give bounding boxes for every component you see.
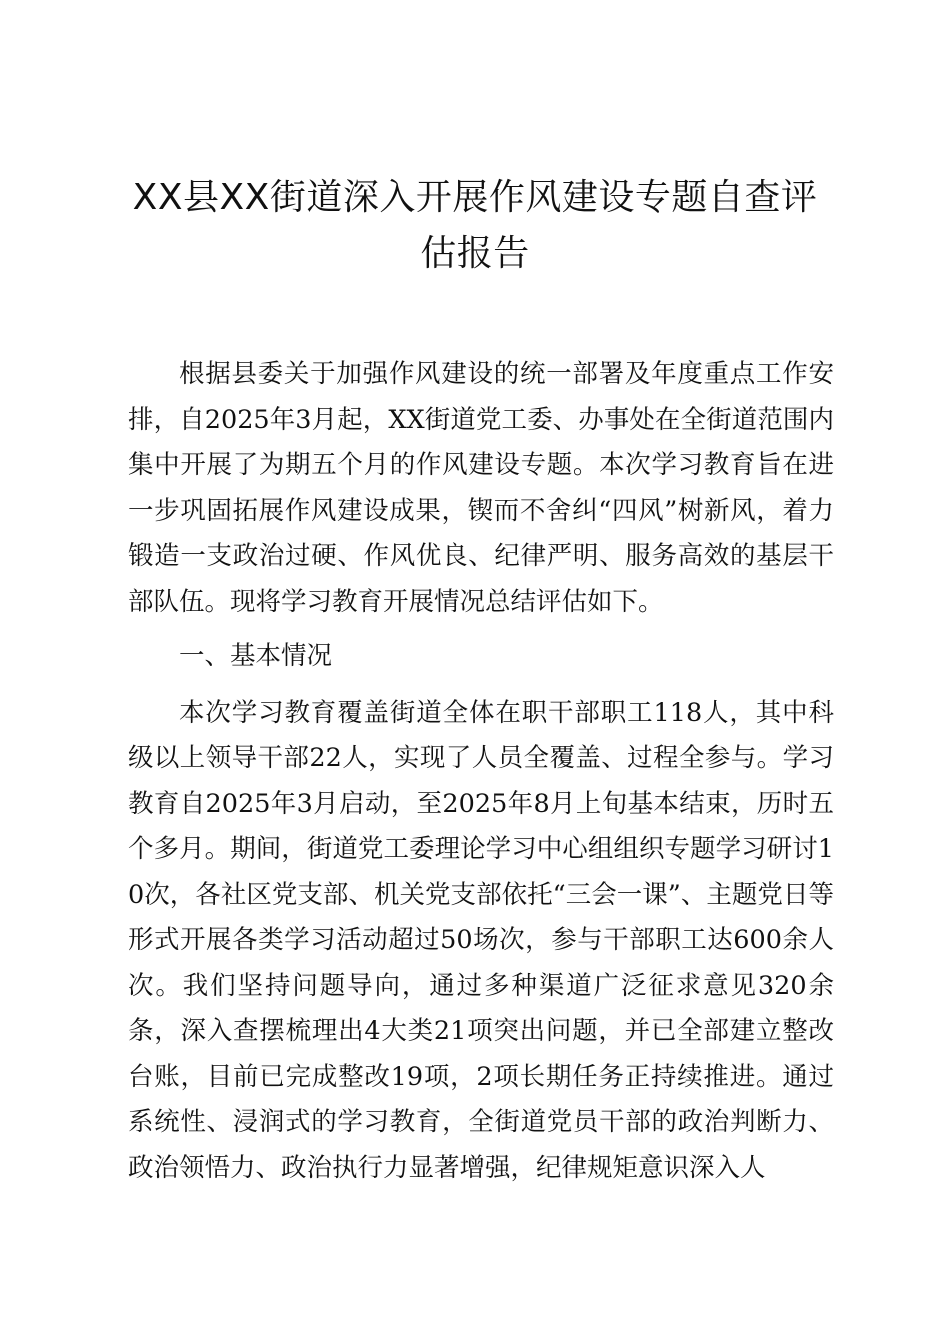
basic-situation-paragraph: 本次学习教育覆盖街道全体在职干部职工118人，其中科级以上领导干部22人，实现了人员全覆盖、过程全参与。学习教育自2025年3月启动，至2025年8月上旬基本结束，历时五个多月。期间，街道党工委理论学习中心组组织专题学习研讨10次，各社区党支部、机关党支部依托“三会一课”、主题党日等形式开展各类学习活动超过50场次，参与干部职工达600余人次。我们坚持问题导向，通过多种渠道广泛征求意见320余条，深入查摆梳理出4大类21项突出问题，并已全部建立整改台账，目前已完成整改19项，2项长期任务正持续推进。通过系统性、浸润式的学习教育，全街道党员干部的政治判断力、政治领悟力、政治执行力显著增强，纪律规矩意识深入人 xyxy=(128,697,834,1183)
title-line-1: XX县XX街道深入开展作风建设专题自查评 xyxy=(132,177,818,218)
intro-paragraph: 根据县委关于加强作风建设的统一部署及年度重点工作安排，自2025年3月起，XX街道党工委、办事处在全街道范围内集中开展了为期五个月的作风建设专题。本次学习教育旨在进一步巩固拓展作风建设成果，锲而不舍纠“四风”树新风，着力锻造一支政治过硬、作风优良、纪律严明、服务高效的基层干部队伍。现将学习教育开展情况总结评估如下。 xyxy=(128,359,834,617)
page-title xyxy=(120,170,830,282)
title-line-2: 估报告 xyxy=(420,233,530,274)
section-heading-basic-situation: 一、基本情况 xyxy=(179,641,333,671)
document-body xyxy=(128,352,834,1191)
